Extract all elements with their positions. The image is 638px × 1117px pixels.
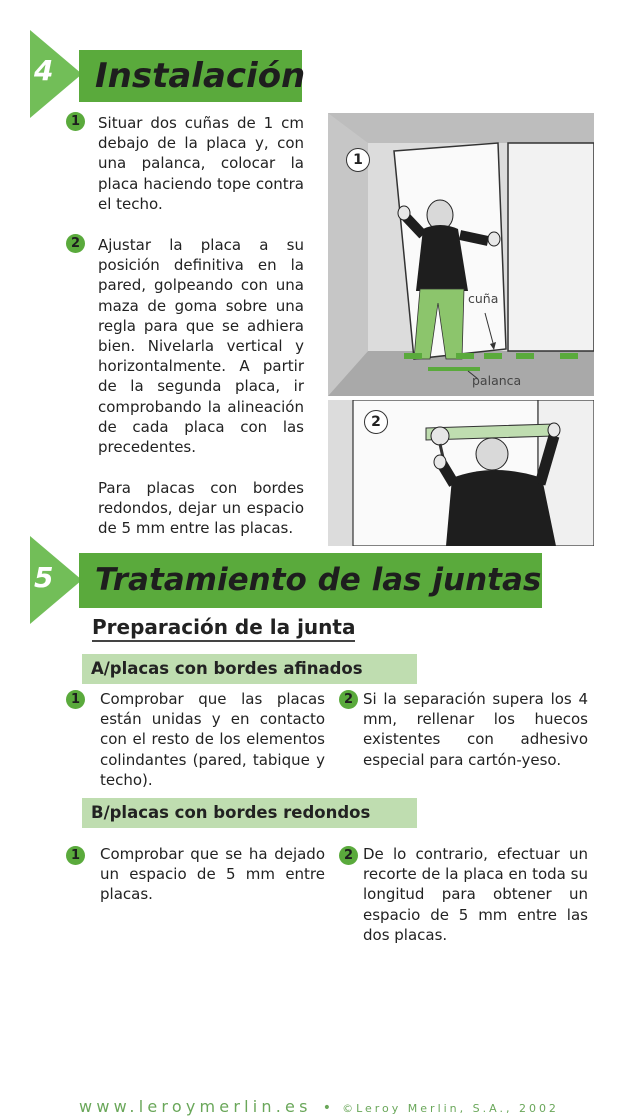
joint-preparation-subtitle: Preparación de la junta xyxy=(92,615,355,642)
step-b-2-text: De lo contrario, efectuar un recorte de la placa en toda su longitud para obtener un espacio de 5 mm entre las dos placas. xyxy=(363,845,588,944)
group-a-title: A/placas con bordes afinados xyxy=(82,654,417,684)
illustration-lifting-panel xyxy=(328,113,594,396)
footer xyxy=(0,1097,638,1116)
step-4-1-text: Situar dos cuñas de 1 cm debajo de la placa y, con una palanca, colocar la placa haciendo tope contra el techo. xyxy=(98,114,304,213)
label-wedge: cuña xyxy=(468,291,499,306)
step-b-1-text: Comprobar que se ha dejado un espacio de 5 mm entre placas. xyxy=(100,845,325,904)
step-a-1-badge: 1 xyxy=(66,690,85,709)
section-5-number: 5 xyxy=(34,561,54,594)
section-4-number: 4 xyxy=(34,54,54,87)
step-4-1-badge: 1 xyxy=(66,112,85,131)
footer-separator: • xyxy=(322,1100,331,1116)
step-a-2-text: Si la separación supera los 4 mm, rellenar los huecos existentes con adhesivo especial para cartón-yeso. xyxy=(363,690,588,769)
website-link[interactable]: www.leroymerlin.es xyxy=(79,1097,312,1116)
section-5-title: Tratamiento de las juntas xyxy=(79,553,542,608)
label-lever: palanca xyxy=(472,373,522,388)
step-a-2-badge: 2 xyxy=(339,690,358,709)
illustration-hammering-panel xyxy=(328,400,594,546)
step-a-1-text: Comprobar que las placas están unidas y en contacto con el resto de los elementos colindantes (pared, tabique y techo). xyxy=(100,690,325,789)
step-4-2-text: Ajustar la placa a su posición definitiva en la pared, golpeando con una maza de goma sobre una regla para que se adhiera bien. Nivelarla vertical y horizontalmente. A partir de la segunda placa, ir comprobando la alineación de cada placa con las precedentes. xyxy=(98,236,304,457)
section-4-note: Para placas con bordes redondos, dejar un espacio de 5 mm entre las placas. xyxy=(98,479,304,538)
callout-1: 1 xyxy=(346,148,370,172)
step-b-1-badge: 1 xyxy=(66,846,85,865)
group-b-title: B/placas con bordes redondos xyxy=(82,798,417,828)
section-4-title: Instalación xyxy=(79,50,302,102)
callout-2: 2 xyxy=(364,410,388,434)
step-4-2-badge: 2 xyxy=(66,234,85,253)
step-b-2-badge: 2 xyxy=(339,846,358,865)
copyright-text: ©Leroy Merlin, S.A., 2002 xyxy=(342,1102,559,1115)
